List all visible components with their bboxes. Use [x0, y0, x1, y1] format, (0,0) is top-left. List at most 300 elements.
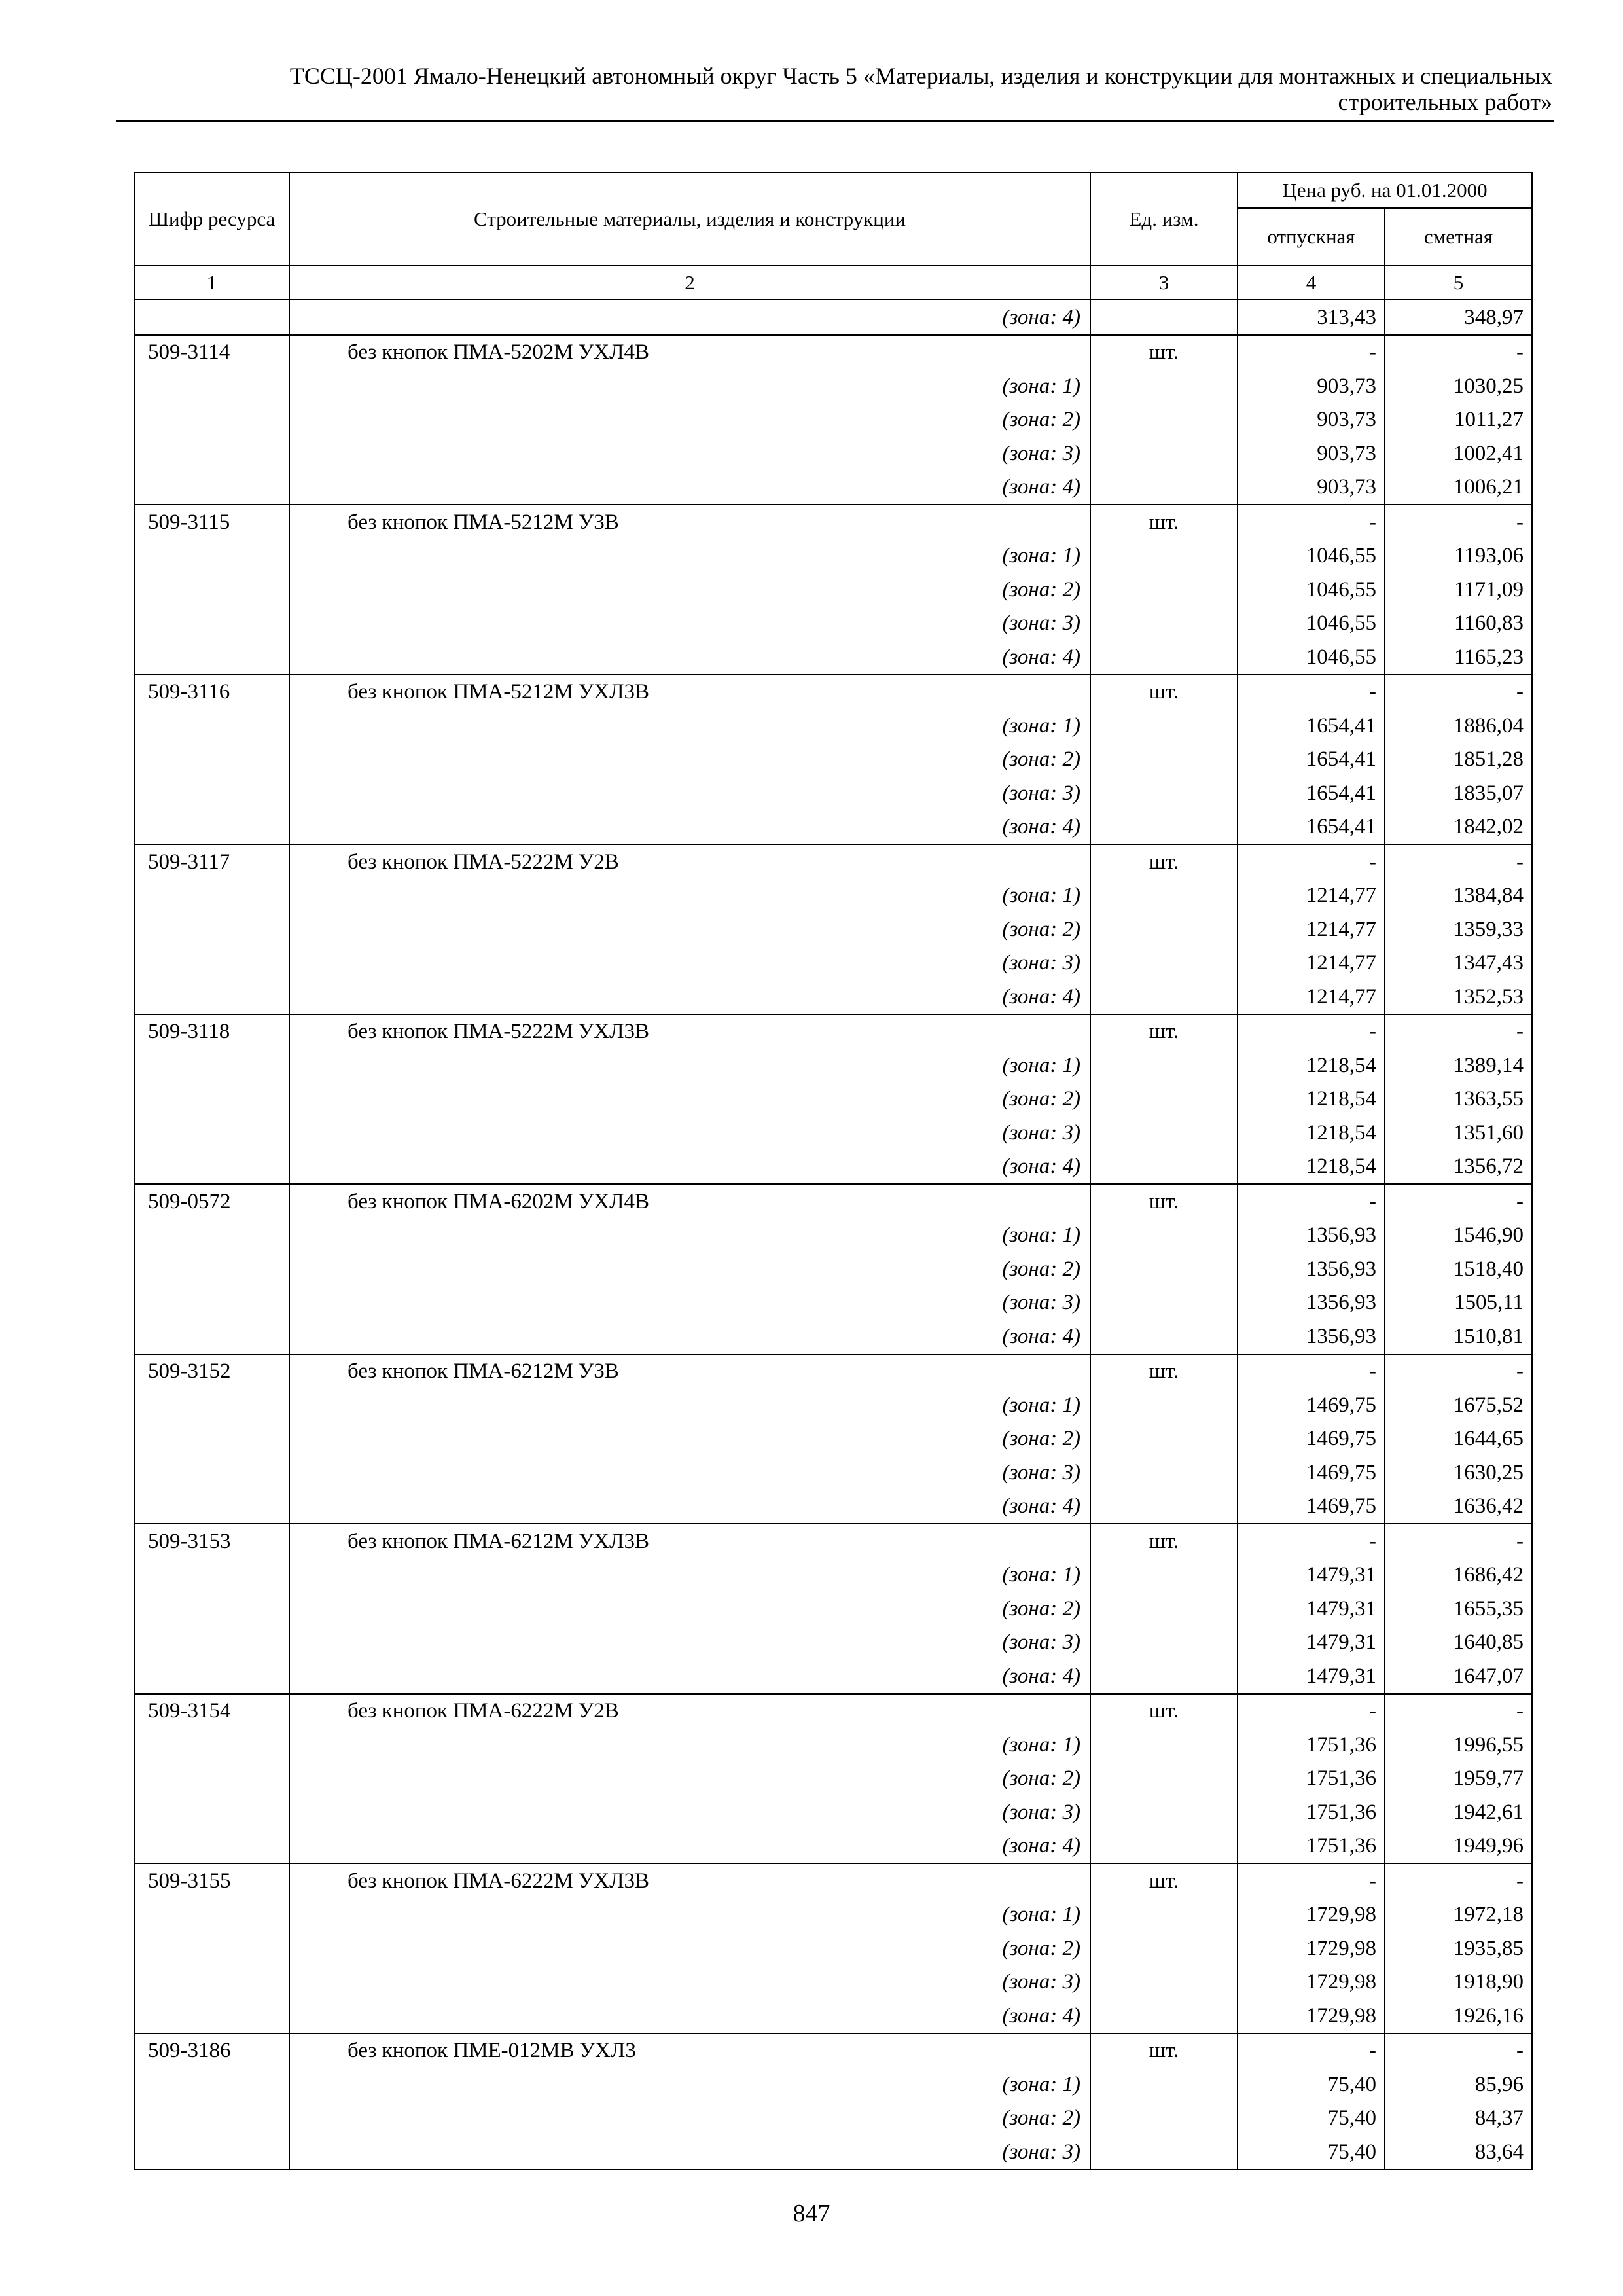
- table-row: [134, 1219, 1532, 1253]
- cell-code: [134, 471, 289, 505]
- cell-code: [134, 607, 289, 641]
- cell-code: 509-3114: [134, 335, 289, 370]
- table-row: [134, 912, 1532, 946]
- table-row: [134, 1999, 1532, 2034]
- cell-code: [134, 1626, 289, 1660]
- cell-estimate-price: -: [1385, 675, 1532, 709]
- cell-unit: [1090, 1490, 1238, 1524]
- cell-release-price: 1469,75: [1238, 1456, 1385, 1490]
- cell-code: [134, 912, 289, 946]
- cell-zone: (зона: 3): [289, 1116, 1090, 1150]
- cell-unit: [1090, 471, 1238, 505]
- cell-unit: [1090, 1965, 1238, 2000]
- cell-name: без кнопок ПМА-6202М УХЛ4В: [289, 1184, 1090, 1219]
- cell-estimate-price: 1918,90: [1385, 1965, 1532, 2000]
- cell-zone: (зона: 4): [289, 640, 1090, 675]
- cell-unit: шт.: [1090, 505, 1238, 539]
- table-row: [134, 1558, 1532, 1592]
- cell-estimate-price: -: [1385, 1014, 1532, 1049]
- cell-zone: (зона: 2): [289, 1083, 1090, 1117]
- cell-code: 509-3186: [134, 2034, 289, 2068]
- table-row: [134, 471, 1532, 505]
- cell-zone: (зона: 4): [289, 1659, 1090, 1694]
- cell-release-price: 1729,98: [1238, 1965, 1385, 2000]
- cell-estimate-price: 1006,21: [1385, 471, 1532, 505]
- cell-code: [134, 1795, 289, 1829]
- cell-code: [134, 1388, 289, 1422]
- cell-unit: шт.: [1090, 844, 1238, 879]
- cell-estimate-price: 1505,11: [1385, 1286, 1532, 1320]
- table-row: [134, 980, 1532, 1014]
- cell-code: 509-0572: [134, 1184, 289, 1219]
- cell-estimate-price: 1926,16: [1385, 1999, 1532, 2034]
- cell-estimate-price: 1359,33: [1385, 912, 1532, 946]
- header-rule: [116, 120, 1554, 122]
- cell-release-price: 1654,41: [1238, 709, 1385, 743]
- cell-unit: шт.: [1090, 2034, 1238, 2068]
- cell-zone: (зона: 2): [289, 743, 1090, 777]
- cell-estimate-price: -: [1385, 1694, 1532, 1729]
- table-row: [134, 1422, 1532, 1456]
- cell-code: 509-3154: [134, 1694, 289, 1729]
- cell-release-price: 75,40: [1238, 2102, 1385, 2136]
- cell-code: [134, 300, 289, 335]
- cell-zone: (зона: 3): [289, 1626, 1090, 1660]
- cell-release-price: 1214,77: [1238, 946, 1385, 980]
- cell-code: [134, 1659, 289, 1694]
- header-name: Строительные материалы, изделия и конструкции: [289, 173, 1090, 266]
- cell-estimate-price: 1518,40: [1385, 1252, 1532, 1286]
- cell-unit: шт.: [1090, 335, 1238, 370]
- cell-code: [134, 776, 289, 810]
- table-row: [134, 1456, 1532, 1490]
- table-row: [134, 1286, 1532, 1320]
- cell-release-price: -: [1238, 1184, 1385, 1219]
- cell-release-price: 1479,31: [1238, 1558, 1385, 1592]
- cell-release-price: 1046,55: [1238, 607, 1385, 641]
- table-row: [134, 1965, 1532, 2000]
- table-row: [134, 1184, 1532, 1219]
- cell-estimate-price: 348,97: [1385, 300, 1532, 335]
- cell-unit: [1090, 1388, 1238, 1422]
- cell-unit: шт.: [1090, 675, 1238, 709]
- table-row: [134, 1319, 1532, 1354]
- cell-estimate-price: 1384,84: [1385, 879, 1532, 913]
- cell-release-price: -: [1238, 2034, 1385, 2068]
- column-number: 4: [1238, 266, 1385, 300]
- cell-code: [134, 1898, 289, 1932]
- cell-release-price: 1751,36: [1238, 1795, 1385, 1829]
- cell-release-price: 1218,54: [1238, 1083, 1385, 1117]
- cell-estimate-price: 1842,02: [1385, 810, 1532, 845]
- cell-unit: [1090, 743, 1238, 777]
- cell-unit: [1090, 1049, 1238, 1083]
- cell-estimate-price: 1193,06: [1385, 539, 1532, 573]
- cell-zone: (зона: 2): [289, 573, 1090, 607]
- table-row: [134, 437, 1532, 471]
- table-row: [134, 1150, 1532, 1185]
- cell-code: 509-3116: [134, 675, 289, 709]
- cell-unit: [1090, 300, 1238, 335]
- header-line-2: строительных работ»: [1338, 89, 1552, 115]
- table-row: [134, 1728, 1532, 1762]
- cell-estimate-price: -: [1385, 2034, 1532, 2068]
- cell-release-price: 313,43: [1238, 300, 1385, 335]
- cell-zone: (зона: 3): [289, 776, 1090, 810]
- cell-code: [134, 709, 289, 743]
- cell-zone: (зона: 3): [289, 1795, 1090, 1829]
- table-row: [134, 1490, 1532, 1524]
- cell-zone: (зона: 3): [289, 1456, 1090, 1490]
- cell-zone: (зона: 4): [289, 1150, 1090, 1185]
- cell-estimate-price: 1636,42: [1385, 1490, 1532, 1524]
- column-number: 2: [289, 266, 1090, 300]
- page-header: [118, 63, 1552, 115]
- cell-code: [134, 1116, 289, 1150]
- cell-estimate-price: 1171,09: [1385, 573, 1532, 607]
- cell-unit: [1090, 1659, 1238, 1694]
- cell-zone: (зона: 1): [289, 1728, 1090, 1762]
- cell-zone: (зона: 2): [289, 1931, 1090, 1965]
- cell-estimate-price: 84,37: [1385, 2102, 1532, 2136]
- cell-code: 509-3115: [134, 505, 289, 539]
- cell-release-price: 1479,31: [1238, 1592, 1385, 1626]
- table-row: [134, 1252, 1532, 1286]
- cell-zone: (зона: 4): [289, 980, 1090, 1014]
- table-row: [134, 844, 1532, 879]
- table-row: [134, 776, 1532, 810]
- cell-zone: (зона: 1): [289, 1898, 1090, 1932]
- cell-zone: (зона: 1): [289, 709, 1090, 743]
- cell-code: [134, 640, 289, 675]
- cell-unit: шт.: [1090, 1184, 1238, 1219]
- cell-code: [134, 1490, 289, 1524]
- table-row: [134, 1829, 1532, 1864]
- cell-release-price: -: [1238, 1694, 1385, 1729]
- cell-release-price: 1469,75: [1238, 1422, 1385, 1456]
- cell-zone: (зона: 4): [289, 1319, 1090, 1354]
- cell-release-price: 1218,54: [1238, 1116, 1385, 1150]
- cell-unit: шт.: [1090, 1524, 1238, 1558]
- cell-estimate-price: 1165,23: [1385, 640, 1532, 675]
- cell-release-price: 1356,93: [1238, 1252, 1385, 1286]
- cell-code: [134, 1219, 289, 1253]
- cell-unit: шт.: [1090, 1354, 1238, 1389]
- cell-unit: [1090, 2068, 1238, 2102]
- table-row: [134, 946, 1532, 980]
- cell-code: [134, 1319, 289, 1354]
- cell-release-price: -: [1238, 505, 1385, 539]
- cell-release-price: 1046,55: [1238, 573, 1385, 607]
- table-row: [134, 539, 1532, 573]
- cell-code: [134, 1150, 289, 1185]
- cell-code: [134, 946, 289, 980]
- cell-release-price: 1729,98: [1238, 1931, 1385, 1965]
- cell-release-price: -: [1238, 1354, 1385, 1389]
- cell-unit: [1090, 1116, 1238, 1150]
- cell-unit: [1090, 2102, 1238, 2136]
- cell-code: 509-3153: [134, 1524, 289, 1558]
- cell-release-price: 1751,36: [1238, 1762, 1385, 1796]
- table-row: [134, 879, 1532, 913]
- cell-code: [134, 743, 289, 777]
- cell-unit: шт.: [1090, 1694, 1238, 1729]
- cell-code: 509-3152: [134, 1354, 289, 1389]
- cell-estimate-price: 1959,77: [1385, 1762, 1532, 1796]
- cell-zone: (зона: 2): [289, 2102, 1090, 2136]
- cell-code: [134, 879, 289, 913]
- cell-estimate-price: 1675,52: [1385, 1388, 1532, 1422]
- cell-estimate-price: 1160,83: [1385, 607, 1532, 641]
- cell-release-price: 1469,75: [1238, 1490, 1385, 1524]
- cell-code: [134, 539, 289, 573]
- cell-estimate-price: -: [1385, 844, 1532, 879]
- cell-code: 509-3118: [134, 1014, 289, 1049]
- cell-unit: [1090, 1286, 1238, 1320]
- header-line-1: ТССЦ-2001 Ямало-Ненецкий автономный округ Часть 5 «Материалы, изделия и конструкции для монтажных и специальных: [289, 63, 1552, 89]
- cell-estimate-price: 1942,61: [1385, 1795, 1532, 1829]
- header-unit: Ед. изм.: [1090, 173, 1238, 266]
- table-row: [134, 300, 1532, 335]
- cell-release-price: 903,73: [1238, 437, 1385, 471]
- header-estimate-price: сметная: [1385, 208, 1532, 266]
- cell-release-price: 1729,98: [1238, 1999, 1385, 2034]
- cell-code: [134, 2102, 289, 2136]
- cell-release-price: 1479,31: [1238, 1626, 1385, 1660]
- cell-zone: (зона: 3): [289, 437, 1090, 471]
- table-row: [134, 1049, 1532, 1083]
- cell-code: [134, 1422, 289, 1456]
- cell-zone: (зона: 4): [289, 300, 1090, 335]
- cell-code: [134, 810, 289, 845]
- cell-unit: [1090, 1558, 1238, 1592]
- cell-estimate-price: 1640,85: [1385, 1626, 1532, 1660]
- table-row: [134, 1795, 1532, 1829]
- cell-unit: [1090, 1762, 1238, 1796]
- cell-estimate-price: 1835,07: [1385, 776, 1532, 810]
- cell-estimate-price: 1030,25: [1385, 369, 1532, 403]
- cell-unit: [1090, 1252, 1238, 1286]
- cell-unit: [1090, 1829, 1238, 1864]
- cell-unit: [1090, 1422, 1238, 1456]
- table-row: [134, 369, 1532, 403]
- cell-release-price: 1469,75: [1238, 1388, 1385, 1422]
- cell-code: [134, 1965, 289, 2000]
- cell-zone: (зона: 3): [289, 1965, 1090, 2000]
- table-row: [134, 675, 1532, 709]
- table-row: [134, 1083, 1532, 1117]
- cell-release-price: 1218,54: [1238, 1150, 1385, 1185]
- cell-code: [134, 1728, 289, 1762]
- cell-zone: (зона: 1): [289, 879, 1090, 913]
- column-number: 5: [1385, 266, 1532, 300]
- cell-code: [134, 1592, 289, 1626]
- table-row: [134, 1931, 1532, 1965]
- table-row: [134, 1694, 1532, 1729]
- cell-code: [134, 1762, 289, 1796]
- cell-release-price: 903,73: [1238, 369, 1385, 403]
- cell-unit: [1090, 369, 1238, 403]
- column-number: 1: [134, 266, 289, 300]
- cell-release-price: 1356,93: [1238, 1286, 1385, 1320]
- cell-unit: [1090, 1999, 1238, 2034]
- table-row: [134, 1116, 1532, 1150]
- cell-release-price: 1654,41: [1238, 743, 1385, 777]
- table-row: [134, 1626, 1532, 1660]
- table-row: [134, 709, 1532, 743]
- cell-name: без кнопок ПМА-5212М У3В: [289, 505, 1090, 539]
- cell-name: без кнопок ПМА-6222М У2В: [289, 1694, 1090, 1729]
- cell-zone: (зона: 1): [289, 1219, 1090, 1253]
- header-code: Шифр ресурса: [134, 173, 289, 266]
- cell-unit: [1090, 1150, 1238, 1185]
- cell-code: [134, 2068, 289, 2102]
- cell-code: [134, 980, 289, 1014]
- cell-estimate-price: 1011,27: [1385, 403, 1532, 437]
- cell-zone: (зона: 3): [289, 2135, 1090, 2170]
- cell-zone: (зона: 1): [289, 2068, 1090, 2102]
- cell-zone: (зона: 4): [289, 1829, 1090, 1864]
- cell-unit: [1090, 1592, 1238, 1626]
- cell-estimate-price: 1851,28: [1385, 743, 1532, 777]
- cell-unit: [1090, 640, 1238, 675]
- cell-zone: (зона: 2): [289, 912, 1090, 946]
- table-row: [134, 1524, 1532, 1558]
- cell-unit: [1090, 1626, 1238, 1660]
- cell-zone: (зона: 1): [289, 1558, 1090, 1592]
- cell-zone: (зона: 2): [289, 1252, 1090, 1286]
- cell-code: [134, 437, 289, 471]
- cell-zone: (зона: 1): [289, 1049, 1090, 1083]
- cell-estimate-price: 1546,90: [1385, 1219, 1532, 1253]
- cell-release-price: 75,40: [1238, 2135, 1385, 2170]
- cell-estimate-price: 1647,07: [1385, 1659, 1532, 1694]
- cell-estimate-price: -: [1385, 1524, 1532, 1558]
- cell-unit: [1090, 879, 1238, 913]
- table-row: [134, 607, 1532, 641]
- cell-unit: [1090, 1083, 1238, 1117]
- cell-release-price: 1218,54: [1238, 1049, 1385, 1083]
- cell-code: [134, 1829, 289, 1864]
- table-row: [134, 1388, 1532, 1422]
- table-row: [134, 2034, 1532, 2068]
- cell-estimate-price: 83,64: [1385, 2135, 1532, 2170]
- cell-release-price: 1751,36: [1238, 1829, 1385, 1864]
- cell-estimate-price: 1630,25: [1385, 1456, 1532, 1490]
- cell-release-price: -: [1238, 1014, 1385, 1049]
- cell-release-price: 1356,93: [1238, 1219, 1385, 1253]
- cell-estimate-price: 1949,96: [1385, 1829, 1532, 1864]
- cell-zone: (зона: 4): [289, 1999, 1090, 2034]
- cell-estimate-price: 1886,04: [1385, 709, 1532, 743]
- cell-unit: [1090, 607, 1238, 641]
- cell-name: без кнопок ПМА-5212М УХЛ3В: [289, 675, 1090, 709]
- cell-estimate-price: 1655,35: [1385, 1592, 1532, 1626]
- cell-unit: [1090, 539, 1238, 573]
- table-row: [134, 403, 1532, 437]
- cell-zone: (зона: 4): [289, 810, 1090, 845]
- price-table: [134, 172, 1533, 2170]
- cell-name: без кнопок ПМА-5222М У2В: [289, 844, 1090, 879]
- cell-unit: [1090, 1898, 1238, 1932]
- cell-unit: шт.: [1090, 1863, 1238, 1898]
- header-release-price: отпускная: [1238, 208, 1385, 266]
- cell-release-price: 1214,77: [1238, 980, 1385, 1014]
- cell-unit: [1090, 1456, 1238, 1490]
- page-number: 847: [793, 2200, 830, 2227]
- table-row: [134, 640, 1532, 675]
- cell-zone: (зона: 1): [289, 369, 1090, 403]
- cell-zone: (зона: 2): [289, 1422, 1090, 1456]
- cell-code: 509-3117: [134, 844, 289, 879]
- cell-name: без кнопок ПМА-6212М УХЛ3В: [289, 1524, 1090, 1558]
- cell-zone: (зона: 3): [289, 946, 1090, 980]
- cell-estimate-price: 85,96: [1385, 2068, 1532, 2102]
- cell-release-price: 1356,93: [1238, 1319, 1385, 1354]
- header-price-group: Цена руб. на 01.01.2000: [1238, 173, 1532, 208]
- cell-estimate-price: -: [1385, 1184, 1532, 1219]
- cell-release-price: 903,73: [1238, 403, 1385, 437]
- cell-zone: (зона: 2): [289, 403, 1090, 437]
- table-row: [134, 1898, 1532, 1932]
- cell-unit: [1090, 1931, 1238, 1965]
- cell-unit: шт.: [1090, 1014, 1238, 1049]
- cell-unit: [1090, 403, 1238, 437]
- cell-estimate-price: 1972,18: [1385, 1898, 1532, 1932]
- cell-estimate-price: 1363,55: [1385, 1083, 1532, 1117]
- table-row: [134, 2068, 1532, 2102]
- cell-code: [134, 403, 289, 437]
- table-row: [134, 2102, 1532, 2136]
- cell-name: без кнопок ПМА-6222М УХЛ3В: [289, 1863, 1090, 1898]
- cell-estimate-price: -: [1385, 335, 1532, 370]
- cell-zone: (зона: 3): [289, 607, 1090, 641]
- cell-release-price: 1654,41: [1238, 810, 1385, 845]
- cell-estimate-price: 1935,85: [1385, 1931, 1532, 1965]
- cell-release-price: -: [1238, 335, 1385, 370]
- cell-name: без кнопок ПМА-5202М УХЛ4В: [289, 335, 1090, 370]
- cell-unit: [1090, 2135, 1238, 2170]
- table-body: [134, 300, 1532, 2170]
- cell-unit: [1090, 1319, 1238, 1354]
- cell-estimate-price: 1686,42: [1385, 1558, 1532, 1592]
- cell-estimate-price: 1510,81: [1385, 1319, 1532, 1354]
- cell-release-price: 1751,36: [1238, 1728, 1385, 1762]
- cell-release-price: -: [1238, 844, 1385, 879]
- cell-zone: (зона: 1): [289, 1388, 1090, 1422]
- cell-zone: (зона: 4): [289, 1490, 1090, 1524]
- cell-release-price: 75,40: [1238, 2068, 1385, 2102]
- cell-code: [134, 2135, 289, 2170]
- cell-name: без кнопок ПМА-5222М УХЛ3В: [289, 1014, 1090, 1049]
- cell-code: [134, 1286, 289, 1320]
- cell-code: [134, 369, 289, 403]
- cell-name: без кнопок ПМА-6212М У3В: [289, 1354, 1090, 1389]
- column-number: 3: [1090, 266, 1238, 300]
- table-row: [134, 1592, 1532, 1626]
- cell-release-price: 1214,77: [1238, 912, 1385, 946]
- cell-code: [134, 1049, 289, 1083]
- cell-estimate-price: 1351,60: [1385, 1116, 1532, 1150]
- cell-estimate-price: 1996,55: [1385, 1728, 1532, 1762]
- cell-code: [134, 1083, 289, 1117]
- cell-estimate-price: -: [1385, 1354, 1532, 1389]
- cell-unit: [1090, 709, 1238, 743]
- cell-zone: (зона: 2): [289, 1762, 1090, 1796]
- cell-zone: (зона: 3): [289, 1286, 1090, 1320]
- table-row: [134, 743, 1532, 777]
- cell-unit: [1090, 1795, 1238, 1829]
